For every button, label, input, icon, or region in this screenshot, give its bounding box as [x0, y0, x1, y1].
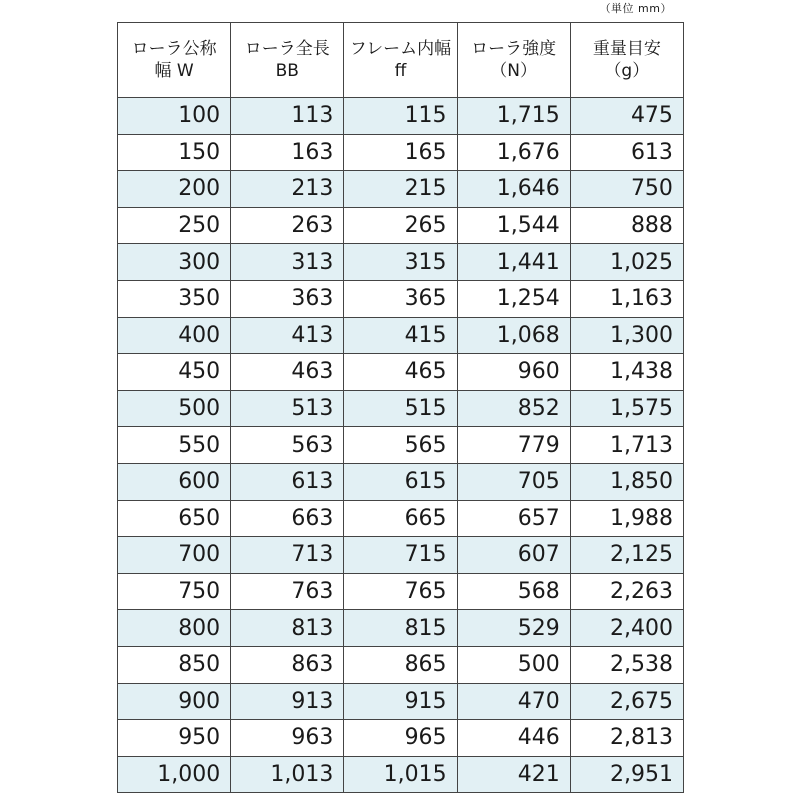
cell-nominal-width: 300 — [118, 244, 231, 281]
cell-nominal-width: 700 — [118, 537, 231, 574]
cell-total-length: 1,013 — [231, 756, 344, 793]
cell-nominal-width: 200 — [118, 171, 231, 208]
header-label-line2: BB — [275, 61, 299, 81]
cell-total-length: 763 — [231, 573, 344, 610]
cell-total-length: 213 — [231, 171, 344, 208]
cell-total-length: 813 — [231, 610, 344, 647]
header-label-line2: （N） — [490, 61, 538, 81]
header-label-line1: 重量目安 — [592, 39, 661, 59]
cell-total-length: 363 — [231, 280, 344, 317]
cell-nominal-width: 900 — [118, 683, 231, 720]
table-row — [118, 244, 684, 281]
cell-frame-inner-width: 265 — [344, 207, 457, 244]
table-row — [118, 720, 684, 757]
cell-weight-estimate: 2,263 — [570, 573, 683, 610]
table-row — [118, 98, 684, 135]
cell-weight-estimate: 1,438 — [570, 354, 683, 391]
cell-weight-estimate: 1,575 — [570, 390, 683, 427]
header-label-line1: ローラ強度 — [471, 39, 557, 59]
cell-total-length: 563 — [231, 427, 344, 464]
cell-roller-strength: 852 — [457, 390, 570, 427]
cell-nominal-width: 400 — [118, 317, 231, 354]
header-label-line2: ff — [394, 61, 407, 81]
cell-total-length: 463 — [231, 354, 344, 391]
header-total-length — [231, 23, 344, 98]
table-row — [118, 756, 684, 793]
cell-weight-estimate: 888 — [570, 207, 683, 244]
cell-total-length: 113 — [231, 98, 344, 135]
cell-nominal-width: 100 — [118, 98, 231, 135]
cell-frame-inner-width: 965 — [344, 720, 457, 757]
cell-roller-strength: 657 — [457, 500, 570, 537]
cell-total-length: 913 — [231, 683, 344, 720]
cell-frame-inner-width: 565 — [344, 427, 457, 464]
cell-roller-strength: 1,676 — [457, 134, 570, 171]
cell-roller-strength: 421 — [457, 756, 570, 793]
table-row — [118, 390, 684, 427]
cell-frame-inner-width: 865 — [344, 646, 457, 683]
cell-roller-strength: 960 — [457, 354, 570, 391]
table-header — [118, 23, 684, 98]
cell-roller-strength: 500 — [457, 646, 570, 683]
cell-frame-inner-width: 665 — [344, 500, 457, 537]
table-row — [118, 427, 684, 464]
cell-weight-estimate: 1,850 — [570, 463, 683, 500]
cell-weight-estimate: 613 — [570, 134, 683, 171]
cell-total-length: 613 — [231, 463, 344, 500]
cell-frame-inner-width: 915 — [344, 683, 457, 720]
cell-roller-strength: 1,715 — [457, 98, 570, 135]
header-roller-strength — [457, 23, 570, 98]
table-row — [118, 463, 684, 500]
cell-total-length: 313 — [231, 244, 344, 281]
unit-note: （単位 mm） — [599, 2, 672, 15]
cell-frame-inner-width: 365 — [344, 280, 457, 317]
header-weight-estimate — [570, 23, 683, 98]
cell-frame-inner-width: 465 — [344, 354, 457, 391]
cell-total-length: 863 — [231, 646, 344, 683]
cell-total-length: 413 — [231, 317, 344, 354]
cell-frame-inner-width: 165 — [344, 134, 457, 171]
cell-frame-inner-width: 215 — [344, 171, 457, 208]
cell-nominal-width: 550 — [118, 427, 231, 464]
cell-nominal-width: 350 — [118, 280, 231, 317]
cell-roller-strength: 779 — [457, 427, 570, 464]
cell-weight-estimate: 2,675 — [570, 683, 683, 720]
cell-roller-strength: 705 — [457, 463, 570, 500]
cell-roller-strength: 1,441 — [457, 244, 570, 281]
cell-nominal-width: 450 — [118, 354, 231, 391]
table-row — [118, 537, 684, 574]
table-row — [118, 171, 684, 208]
cell-total-length: 163 — [231, 134, 344, 171]
cell-total-length: 263 — [231, 207, 344, 244]
cell-nominal-width: 850 — [118, 646, 231, 683]
cell-frame-inner-width: 315 — [344, 244, 457, 281]
table-row — [118, 500, 684, 537]
cell-roller-strength: 1,646 — [457, 171, 570, 208]
cell-frame-inner-width: 615 — [344, 463, 457, 500]
cell-roller-strength: 446 — [457, 720, 570, 757]
roller-spec-table — [117, 22, 684, 793]
cell-weight-estimate: 750 — [570, 171, 683, 208]
table-row — [118, 573, 684, 610]
cell-frame-inner-width: 515 — [344, 390, 457, 427]
table-row — [118, 610, 684, 647]
cell-total-length: 513 — [231, 390, 344, 427]
cell-total-length: 663 — [231, 500, 344, 537]
cell-nominal-width: 650 — [118, 500, 231, 537]
cell-weight-estimate: 2,813 — [570, 720, 683, 757]
cell-roller-strength: 1,544 — [457, 207, 570, 244]
header-label-line2: 幅 W — [154, 61, 194, 81]
header-row — [118, 23, 684, 98]
cell-roller-strength: 470 — [457, 683, 570, 720]
header-label-line1: ローラ公称 — [131, 39, 217, 59]
table-row — [118, 317, 684, 354]
cell-weight-estimate: 1,300 — [570, 317, 683, 354]
cell-frame-inner-width: 115 — [344, 98, 457, 135]
cell-nominal-width: 750 — [118, 573, 231, 610]
cell-nominal-width: 1,000 — [118, 756, 231, 793]
cell-frame-inner-width: 715 — [344, 537, 457, 574]
cell-frame-inner-width: 815 — [344, 610, 457, 647]
cell-roller-strength: 529 — [457, 610, 570, 647]
table-row — [118, 683, 684, 720]
cell-weight-estimate: 1,163 — [570, 280, 683, 317]
header-label-line2: （g） — [604, 61, 650, 81]
table-body — [118, 98, 684, 793]
table-row — [118, 134, 684, 171]
header-label-line1: ローラ全長 — [244, 39, 330, 59]
header-nominal-width — [118, 23, 231, 98]
cell-nominal-width: 600 — [118, 463, 231, 500]
cell-weight-estimate: 2,538 — [570, 646, 683, 683]
cell-nominal-width: 500 — [118, 390, 231, 427]
cell-weight-estimate: 2,400 — [570, 610, 683, 647]
table-row — [118, 207, 684, 244]
cell-roller-strength: 1,254 — [457, 280, 570, 317]
cell-roller-strength: 568 — [457, 573, 570, 610]
header-label-line1: フレーム内幅 — [349, 39, 452, 59]
cell-nominal-width: 250 — [118, 207, 231, 244]
cell-roller-strength: 1,068 — [457, 317, 570, 354]
cell-frame-inner-width: 765 — [344, 573, 457, 610]
header-frame-inner-width — [344, 23, 457, 98]
cell-nominal-width: 950 — [118, 720, 231, 757]
cell-weight-estimate: 2,125 — [570, 537, 683, 574]
cell-total-length: 713 — [231, 537, 344, 574]
table-row — [118, 280, 684, 317]
cell-frame-inner-width: 415 — [344, 317, 457, 354]
cell-nominal-width: 150 — [118, 134, 231, 171]
cell-total-length: 963 — [231, 720, 344, 757]
cell-weight-estimate: 1,025 — [570, 244, 683, 281]
cell-weight-estimate: 1,988 — [570, 500, 683, 537]
cell-frame-inner-width: 1,015 — [344, 756, 457, 793]
cell-weight-estimate: 475 — [570, 98, 683, 135]
table-row — [118, 646, 684, 683]
table-row — [118, 354, 684, 391]
cell-roller-strength: 607 — [457, 537, 570, 574]
cell-weight-estimate: 2,951 — [570, 756, 683, 793]
cell-nominal-width: 800 — [118, 610, 231, 647]
cell-weight-estimate: 1,713 — [570, 427, 683, 464]
